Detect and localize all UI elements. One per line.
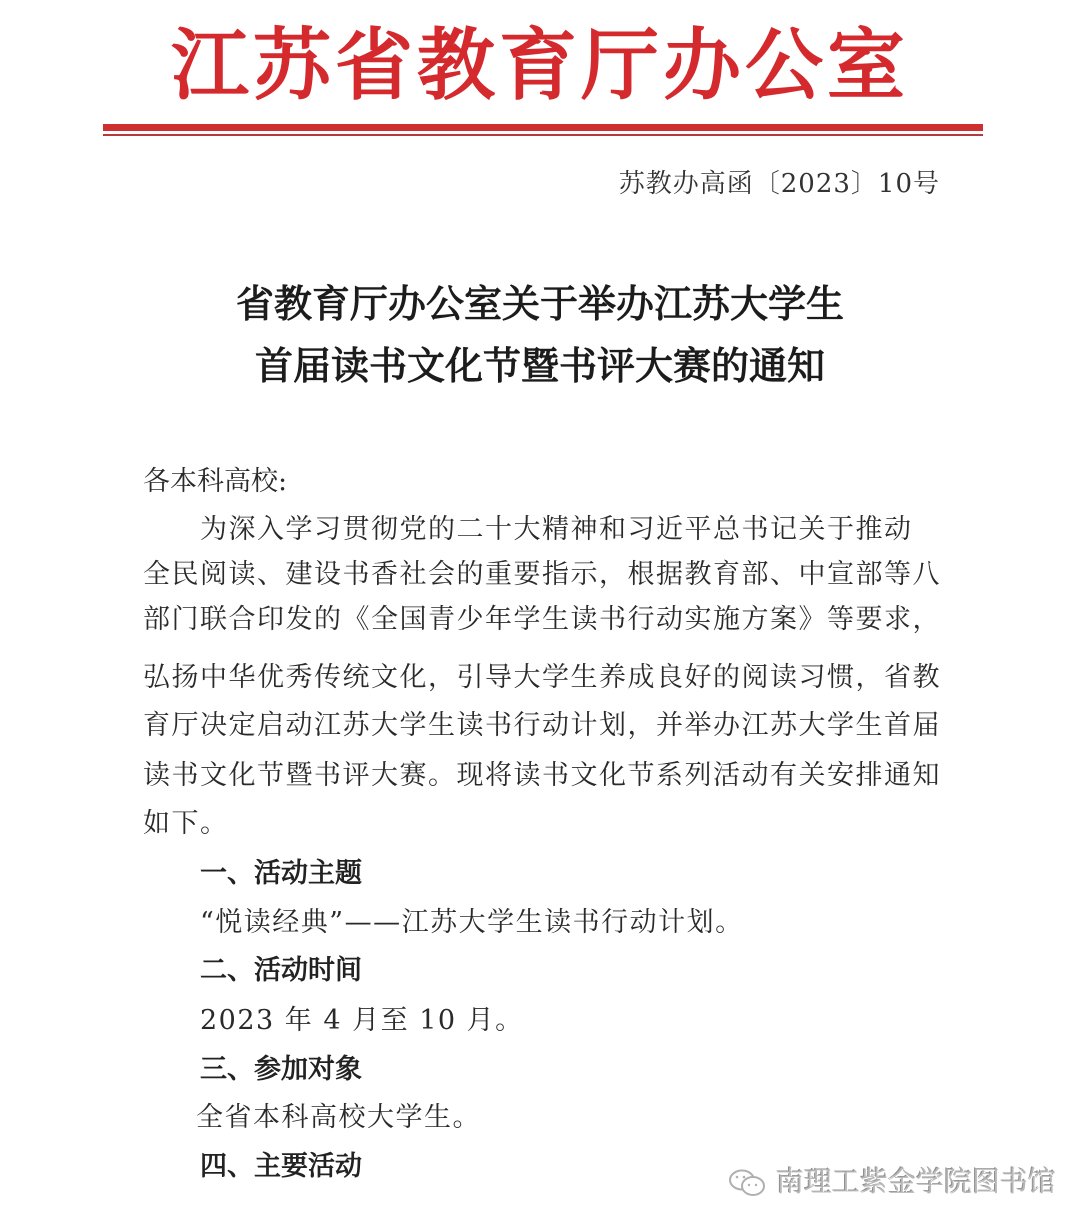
section-heading-theme: 一、活动主题 bbox=[200, 858, 362, 889]
section-body-theme: “悦读经典”——江苏大学生读书行动计划。 bbox=[200, 907, 744, 938]
section-heading-time: 二、活动时间 bbox=[200, 955, 362, 986]
masthead-title: 江苏省教育厅办公室 bbox=[170, 20, 909, 111]
section-heading-participants: 三、参加对象 bbox=[200, 1054, 362, 1085]
intro-line: 如下。 bbox=[143, 808, 229, 839]
intro-line: 育厅决定启动江苏大学生读书行动计划，并举办江苏大学生首届 bbox=[143, 710, 941, 741]
intro-line: 部门联合印发的《全国青少年学生读书行动实施方案》等要求， bbox=[143, 604, 941, 635]
wechat-icon bbox=[728, 1168, 768, 1198]
intro-line: 弘扬中华优秀传统文化，引导大学生养成良好的阅读习惯，省教 bbox=[143, 662, 941, 693]
intro-line: 为深入学习贯彻党的二十大精神和习近平总书记关于推动 bbox=[143, 514, 913, 545]
document-number: 苏教办高函〔2023〕10号 bbox=[618, 169, 940, 199]
document-title-line-2: 首届读书文化节暨书评大赛的通知 bbox=[254, 343, 825, 388]
document-title-line-1: 省教育厅办公室关于举办江苏大学生 bbox=[235, 281, 844, 326]
section-body-time: 2023 年 4 月至 10 月。 bbox=[200, 1005, 524, 1036]
section-body-participants: 全省本科高校大学生。 bbox=[196, 1102, 481, 1133]
intro-line: 全民阅读、建设书香社会的重要指示，根据教育部、中宣部等八 bbox=[143, 559, 941, 590]
salutation: 各本科高校: bbox=[143, 466, 288, 497]
watermark-text: 南理工紫金学院图书馆 bbox=[776, 1165, 1057, 1198]
masthead-rule-thin bbox=[103, 134, 983, 136]
section-heading-activities: 四、主要活动 bbox=[200, 1151, 362, 1182]
masthead-rule-thick bbox=[103, 124, 983, 131]
intro-line: 读书文化节暨书评大赛。现将读书文化节系列活动有关安排通知 bbox=[143, 760, 941, 791]
watermark bbox=[728, 1162, 1056, 1202]
